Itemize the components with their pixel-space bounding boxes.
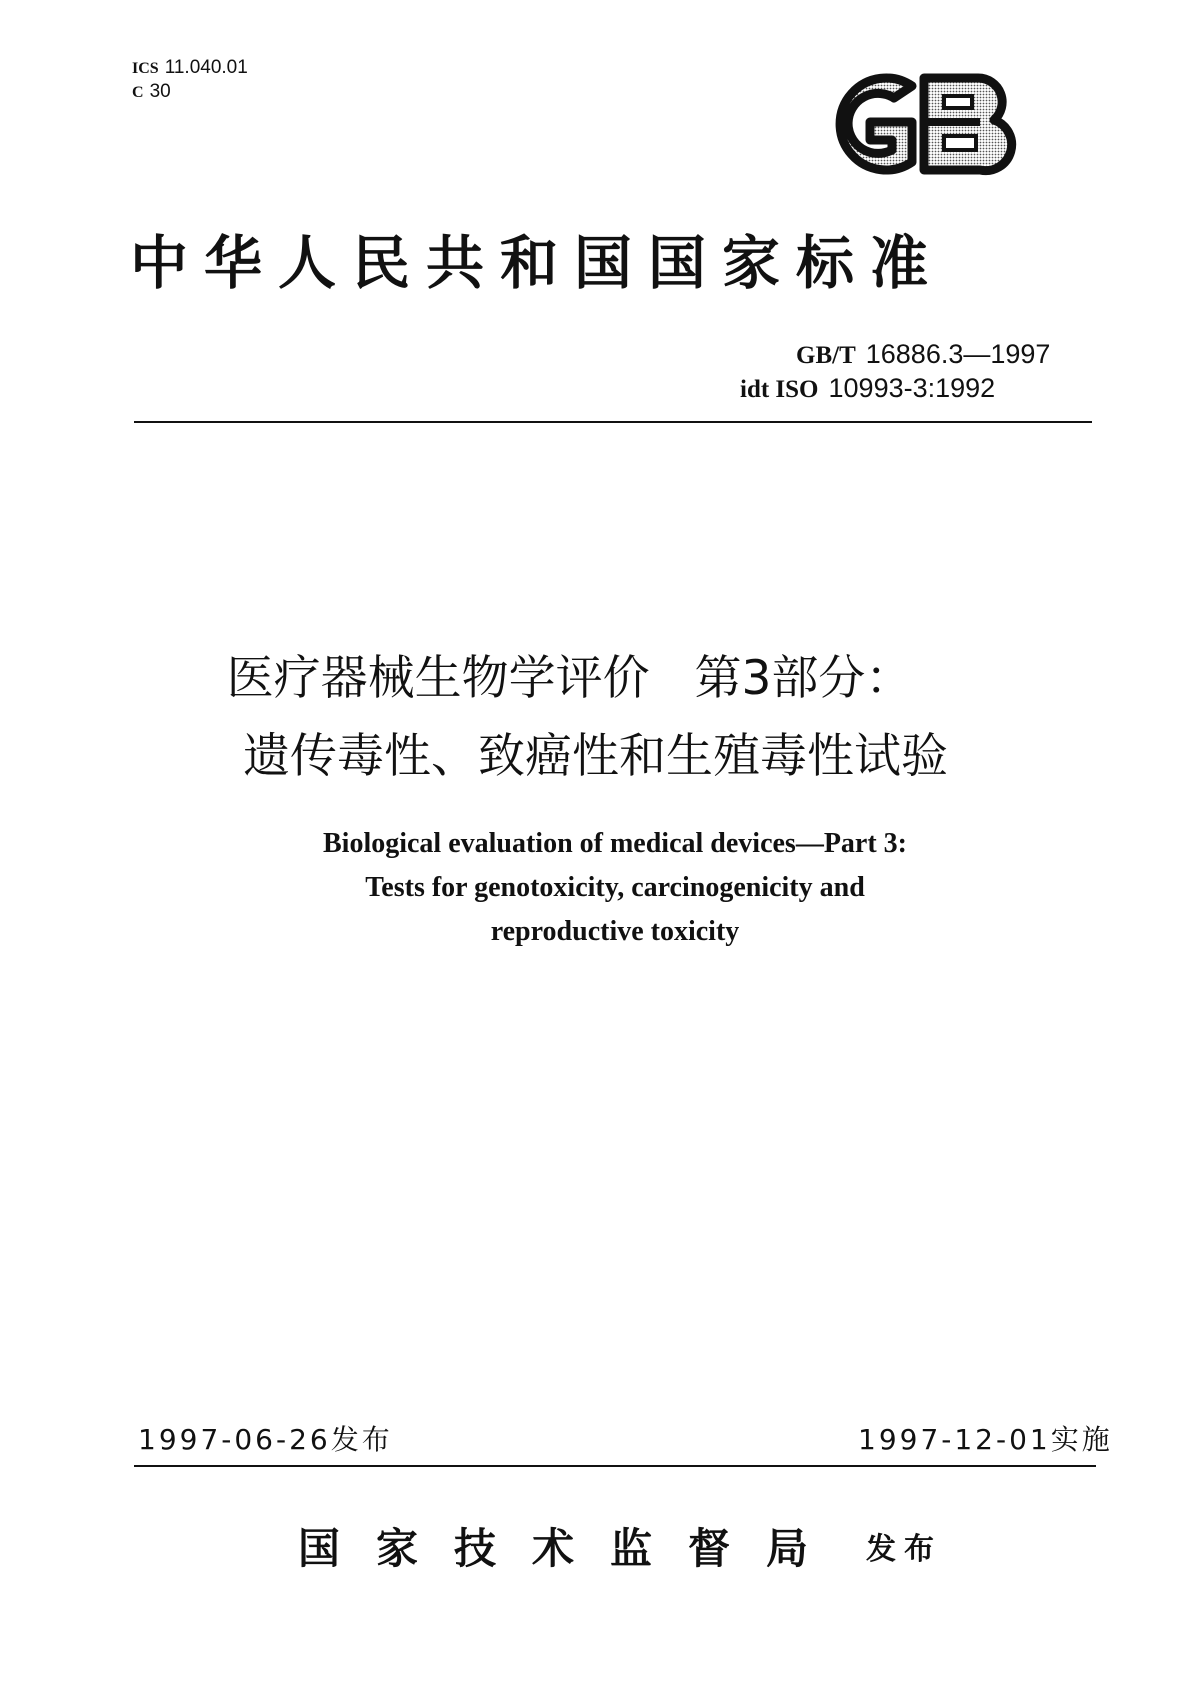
issuer-name: 国家技术监督局 xyxy=(298,1524,845,1573)
bottom-divider xyxy=(134,1465,1096,1467)
issuer-action: 发布 xyxy=(866,1532,942,1567)
top-divider xyxy=(134,421,1092,423)
iso-number: 10993-3:1992 xyxy=(828,373,996,403)
title-cn-line2: 遗传毒性、致癌性和生殖毒性试验 xyxy=(243,729,948,784)
ccs-code: 30 xyxy=(149,81,171,102)
release-date: 1997-06-26发布 xyxy=(138,1423,393,1456)
gb-label: GB/T xyxy=(796,342,856,369)
implementation-date: 1997-12-01实施 xyxy=(858,1423,1113,1456)
gb-logo xyxy=(808,66,1022,182)
title-en-line3: reproductive toxicity xyxy=(490,916,740,947)
iso-label: idt ISO xyxy=(740,376,819,403)
title-cn-part: 第3部分： xyxy=(694,651,913,706)
gb-number-row xyxy=(740,338,1070,372)
title-cn-subject: 医疗器械生物学评价 xyxy=(226,651,650,706)
gb-number: 16886.3—1997 xyxy=(865,339,1051,369)
title-english xyxy=(100,822,1130,954)
classification-codes xyxy=(132,56,248,104)
title-chinese xyxy=(100,640,1091,796)
title-en-line1: Biological evaluation of medical devices—Part 3: xyxy=(322,828,908,859)
iso-number-row xyxy=(740,372,1070,406)
standard-number-block xyxy=(740,338,1070,406)
gb-logo-icon xyxy=(808,66,1022,182)
ccs-label: C xyxy=(132,84,144,101)
standard-name: 中华人民共和国国家标准 xyxy=(130,229,945,297)
ics-label: ICS xyxy=(132,60,159,77)
ics-row xyxy=(132,56,248,80)
title-cn-line1 xyxy=(100,640,1091,718)
title-en-line2: Tests for genotoxicity, carcinogenicity and xyxy=(365,872,865,903)
ccs-row xyxy=(132,80,248,104)
ics-code: 11.040.01 xyxy=(164,57,248,78)
